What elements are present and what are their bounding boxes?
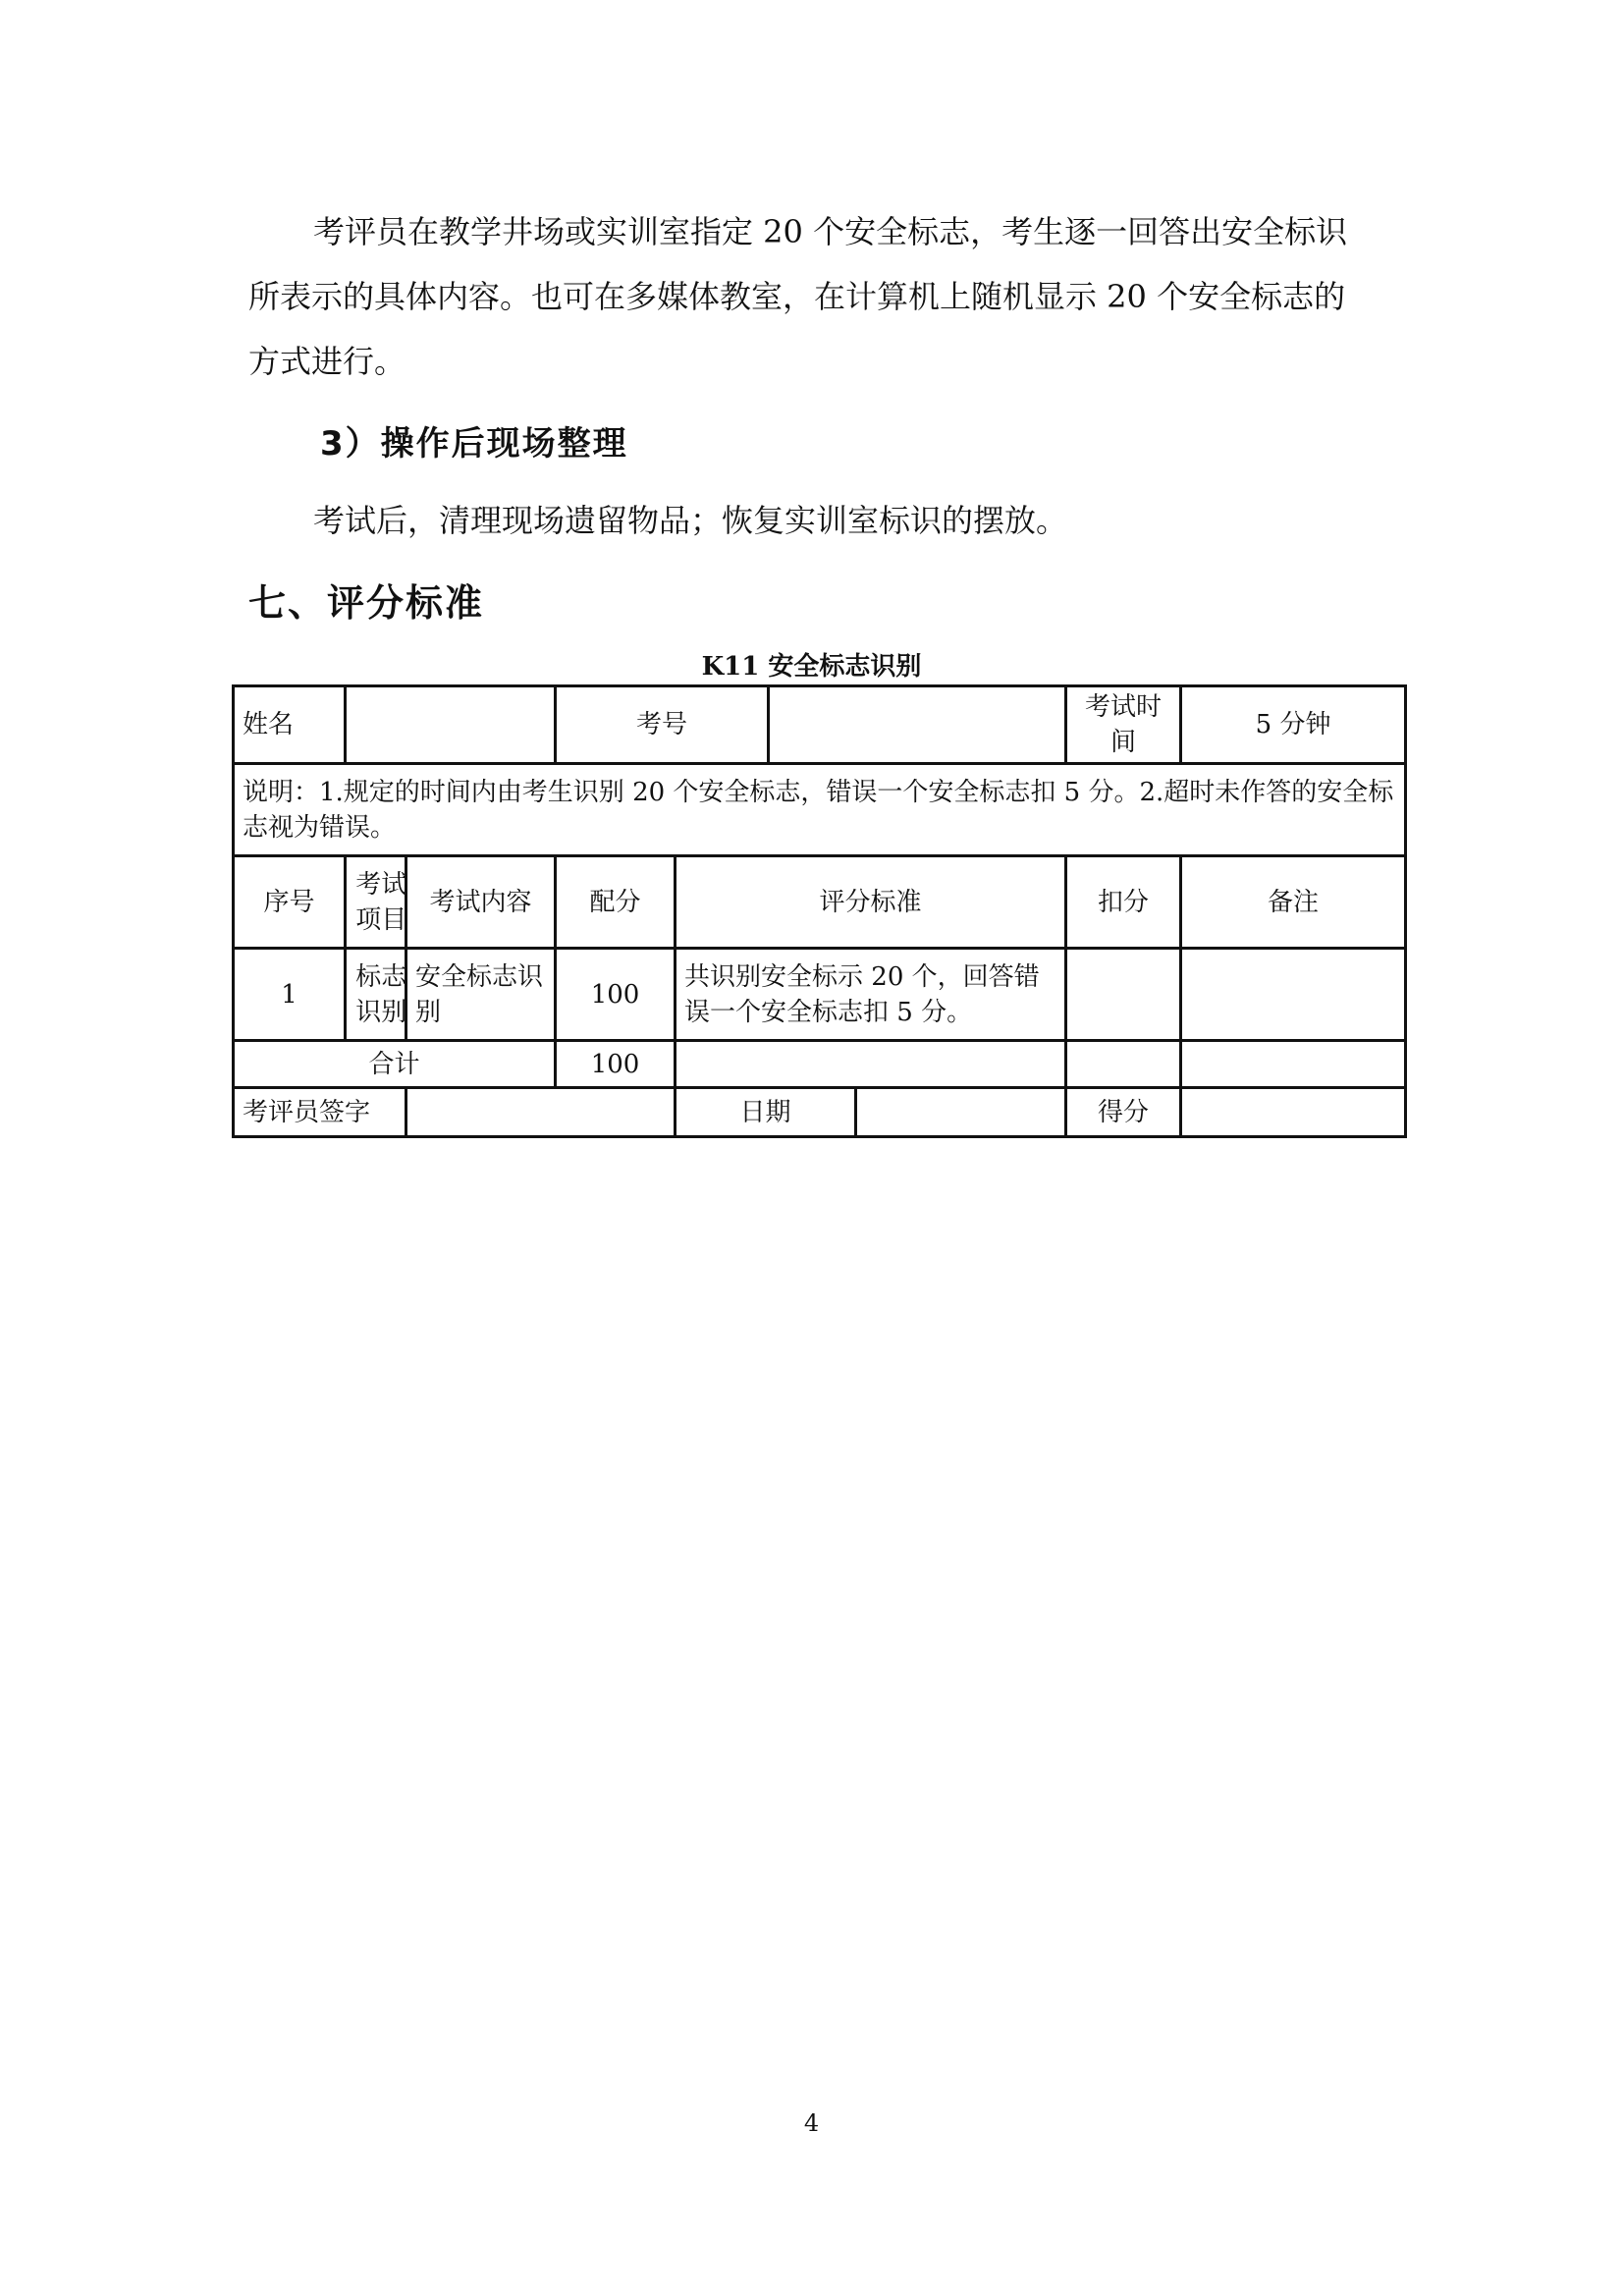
- note-row: [234, 764, 1406, 856]
- date-value-cell: [856, 1088, 1066, 1137]
- section-heading-3: 3）操作后现场整理: [320, 424, 628, 464]
- header-points: 配分: [556, 856, 676, 949]
- total-remark-cell: [1181, 1041, 1406, 1088]
- exam-time-value: 5 分钟: [1181, 686, 1406, 764]
- signature-value-cell: [406, 1088, 676, 1137]
- header-criteria: 评分标准: [676, 856, 1066, 949]
- exam-no-label: 考号: [556, 686, 769, 764]
- body-paragraph-2: [248, 488, 1387, 553]
- row-criteria: 共识别安全标示 20 个，回答错误一个安全标志扣 5 分。: [676, 949, 1066, 1041]
- score-label: 得分: [1066, 1088, 1181, 1137]
- row-deduct-cell: [1066, 949, 1181, 1041]
- row-content: 安全标志识别: [406, 949, 556, 1041]
- header-item-text: 考试项目: [355, 869, 407, 935]
- row-item-text: 标志识别: [355, 961, 407, 1027]
- name-value-cell: [346, 686, 556, 764]
- page-number: 4: [803, 2109, 820, 2137]
- row-seq: 1: [234, 949, 346, 1041]
- total-row: [234, 1041, 1406, 1088]
- note-text: 说明：1.规定的时间内由考生识别 20 个安全标志，错误一个安全标志扣 5 分。2.超时未作答的安全标志视为错误。: [234, 764, 1406, 856]
- row-remark-cell: [1181, 949, 1406, 1041]
- date-label: 日期: [676, 1088, 856, 1137]
- header-item: [346, 856, 406, 949]
- name-label: 姓名: [234, 686, 346, 764]
- total-value: 100: [556, 1041, 676, 1088]
- info-row: [234, 686, 1406, 764]
- paragraph-line: 方式进行。: [248, 343, 406, 380]
- signature-label: 考评员签字: [234, 1088, 406, 1137]
- total-deduct-cell: [1066, 1041, 1181, 1088]
- body-paragraph-1: [248, 199, 1387, 394]
- header-remark: 备注: [1181, 856, 1406, 949]
- paragraph-line: 考评员在教学井场或实训室指定 20 个安全标志，考生逐一回答出安全标识: [313, 213, 1348, 250]
- row-item: [346, 949, 406, 1041]
- signature-row: [234, 1088, 1406, 1137]
- table-row: [234, 949, 1406, 1041]
- paragraph-line: 考试后，清理现场遗留物品；恢复实训室标识的摆放。: [313, 502, 1068, 539]
- row-points: 100: [556, 949, 676, 1041]
- score-value-cell: [1181, 1088, 1406, 1137]
- exam-time-label: 考试时间: [1066, 686, 1181, 764]
- total-criteria-cell: [676, 1041, 1066, 1088]
- header-deduct: 扣分: [1066, 856, 1181, 949]
- total-label: 合计: [234, 1041, 556, 1088]
- header-row: [234, 856, 1406, 949]
- header-seq: 序号: [234, 856, 346, 949]
- exam-no-value-cell: [769, 686, 1066, 764]
- paragraph-line: 所表示的具体内容。也可在多媒体教室，在计算机上随机显示 20 个安全标志的: [248, 278, 1346, 315]
- table-caption: K11 安全标志识别: [701, 652, 922, 682]
- header-content: 考试内容: [406, 856, 556, 949]
- section-heading-7: 七、评分标准: [248, 581, 485, 625]
- scoring-table: [232, 684, 1407, 1138]
